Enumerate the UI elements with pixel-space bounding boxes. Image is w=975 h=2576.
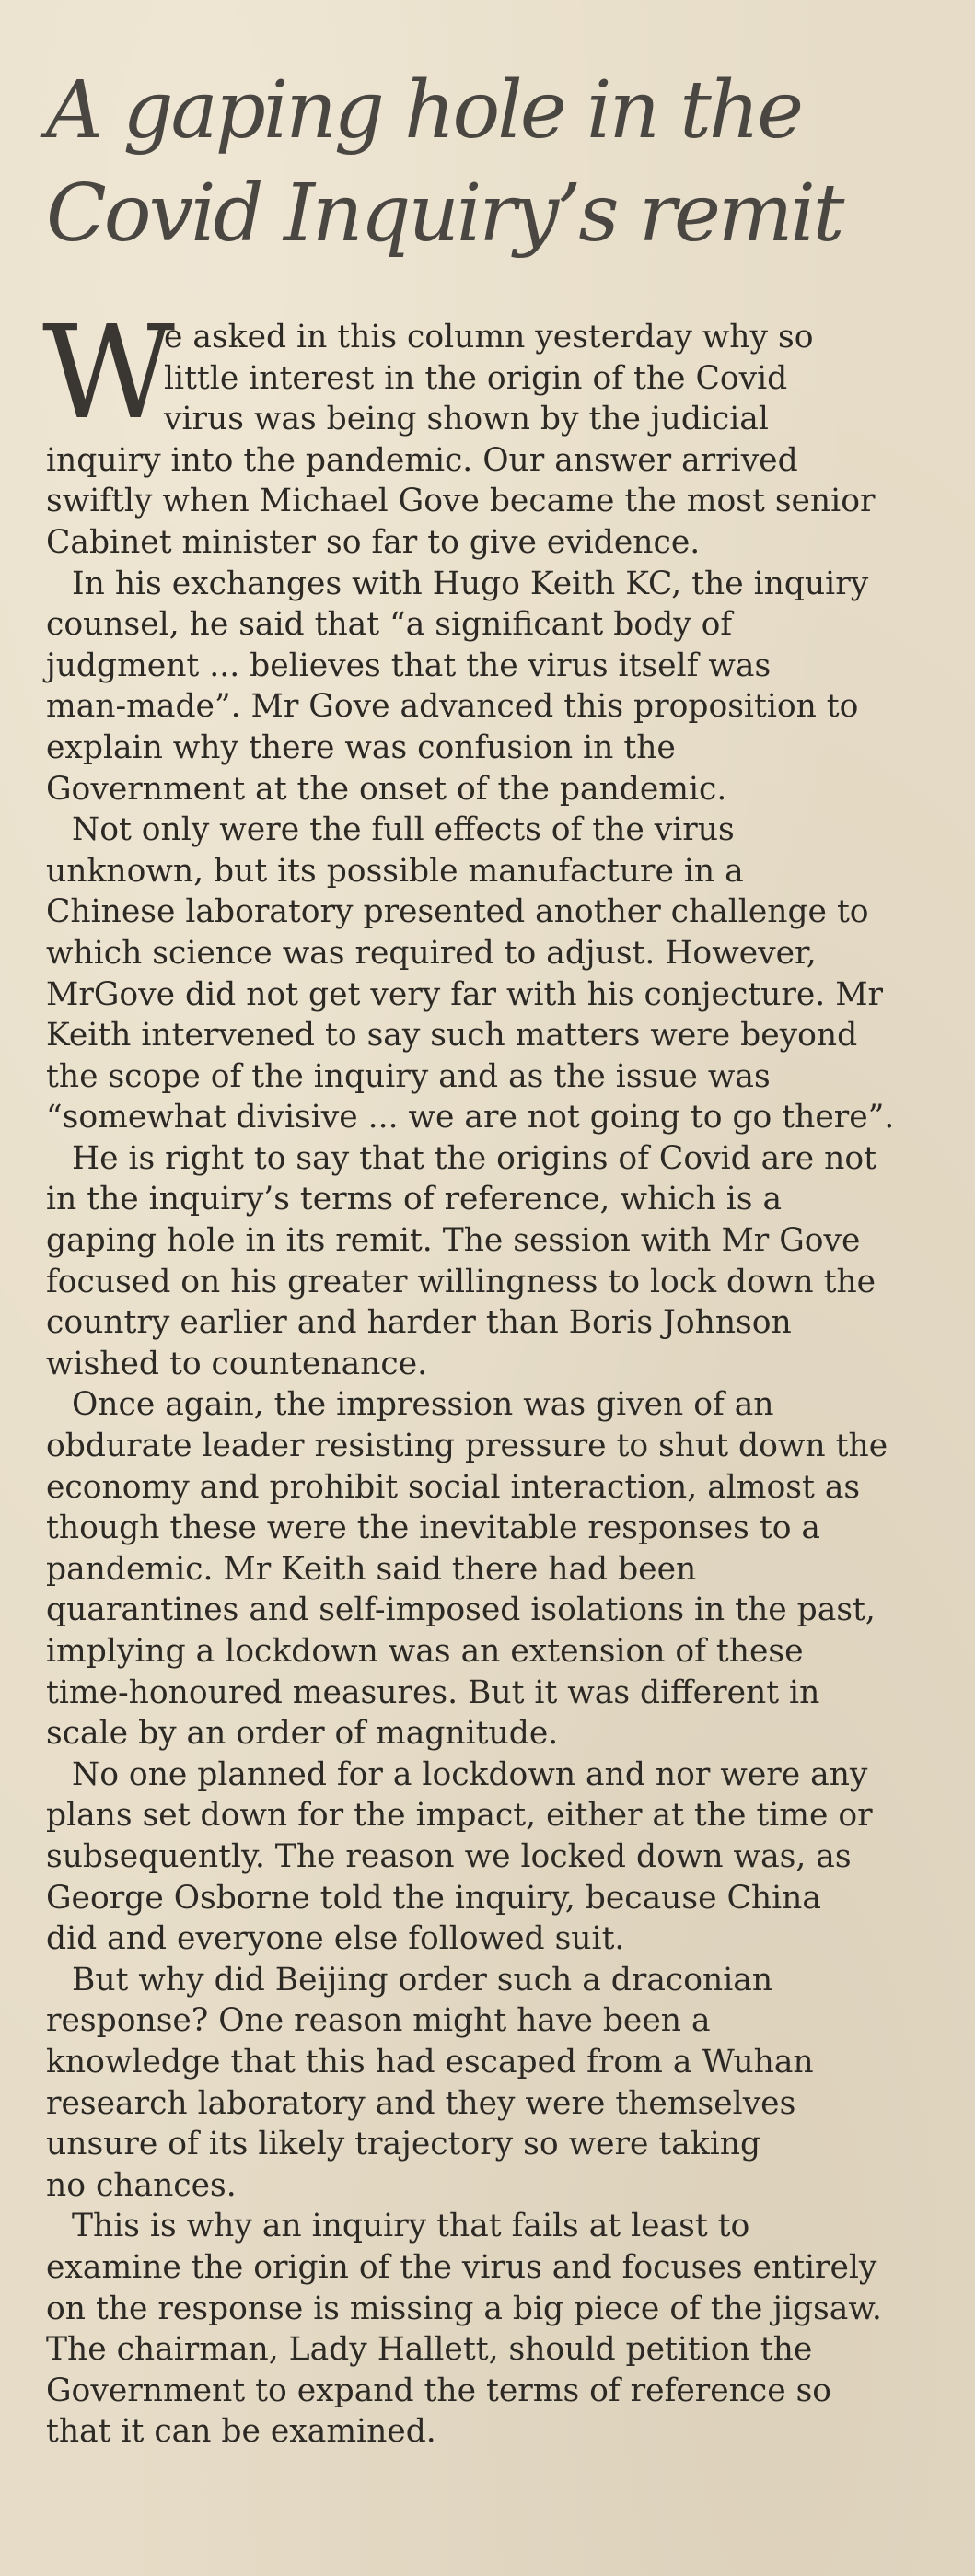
article-line: inquiry into the pandemic. Our answer arrived — [46, 441, 798, 479]
article-line: counsel, he said that “a significant body of — [46, 606, 733, 644]
article-line: economy and prohibit social interaction, almost as — [46, 1468, 861, 1506]
headline-line-2: Covid Inquiry’s remit — [46, 168, 842, 260]
article-line: little interest in the origin of the Covid — [164, 359, 788, 397]
article-line: quarantines and self-imposed isolations in the past, — [46, 1591, 876, 1629]
article-line: pandemic. Mr Keith said there had been — [46, 1550, 697, 1588]
article-line: No one planned for a lockdown and nor were any — [72, 1755, 868, 1793]
article-line: plans set down for the impact, either at the time or — [46, 1797, 873, 1835]
article-line: focused on his greater willingness to lock down the — [46, 1263, 876, 1300]
headline — [46, 59, 934, 265]
article-line: judgment ... believes that the virus itself was — [46, 647, 772, 684]
article-line: examine the origin of the virus and focuses entirely — [46, 2248, 877, 2286]
article-line: Chinese laboratory presented another challenge to — [46, 893, 869, 931]
paragraph-8 — [46, 2206, 934, 2453]
article-line: on the response is missing a big piece of the jigsaw. — [46, 2290, 882, 2327]
article-line: Once again, the impression was given of an — [72, 1386, 774, 1424]
article-line: scale by an order of magnitude. — [46, 1715, 559, 1753]
article-line: MrGove did not get very far with his conjecture. Mr — [46, 975, 884, 1013]
article-line: Government to expand the terms of reference so — [46, 2372, 832, 2409]
article-line: implying a lockdown was an extension of these — [46, 1633, 804, 1670]
article-line: research laboratory and they were themselves — [46, 2084, 796, 2122]
paragraph-4 — [46, 1138, 934, 1385]
paragraph-6 — [46, 1754, 934, 1960]
drop-cap: W — [42, 298, 175, 449]
article-line: e asked in this column yesterday why so — [164, 319, 814, 356]
article-line: response? One reason might have been a — [46, 2002, 711, 2040]
article-line: “somewhat divisive ... we are not going to go there”. — [46, 1099, 895, 1136]
article-line: though these were the inevitable responses to a — [46, 1509, 821, 1547]
article-line: explain why there was confusion in the — [46, 729, 676, 766]
article-line: which science was required to adjust. However, — [46, 934, 817, 972]
article-line: country earlier and harder than Boris Johnson — [46, 1304, 792, 1342]
article-line: In his exchanges with Hugo Keith KC, the inquiry — [72, 565, 869, 602]
article-line: knowledge that this had escaped from a Wuhan — [46, 2043, 814, 2081]
article-line: Cabinet minister so far to give evidence. — [46, 523, 701, 561]
paragraph-1 — [42, 298, 934, 564]
article-line: Not only were the full effects of the virus — [72, 811, 735, 849]
article-line: unknown, but its possible manufacture in a — [46, 852, 744, 890]
article-line: no chances. — [46, 2166, 237, 2204]
paragraph-2 — [46, 564, 934, 810]
article-line: that it can be examined. — [46, 2413, 436, 2451]
article-line: swiftly when Michael Gove became the most senior — [46, 483, 876, 520]
article-body — [42, 298, 934, 2453]
article-line: The chairman, Lady Hallett, should petition the — [46, 2331, 813, 2369]
article-line: man-made”. Mr Gove advanced this proposition to — [46, 688, 859, 726]
article-line: Keith intervened to say such matters were beyond — [46, 1017, 858, 1055]
article-line: obdurate leader resisting pressure to shut down the — [46, 1428, 888, 1465]
headline-line-1: A gaping hole in the — [46, 64, 802, 157]
article-line: This is why an inquiry that fails at least to — [72, 2208, 750, 2245]
article-line: George Osborne told the inquiry, because China — [46, 1879, 821, 1917]
article-line: wished to countenance. — [46, 1345, 428, 1382]
paragraph-7 — [46, 1960, 934, 2207]
article-line: in the inquiry’s terms of reference, which is a — [46, 1181, 783, 1218]
article-line: virus was being shown by the judicial — [164, 401, 769, 438]
article-line: time-honoured measures. But it was different in — [46, 1673, 820, 1711]
paragraph-5 — [46, 1384, 934, 1754]
article-line: the scope of the inquiry and as the issue was — [46, 1057, 771, 1095]
article-line: unsure of its likely trajectory so were taking — [46, 2126, 761, 2163]
article-line: He is right to say that the origins of Covid are not — [72, 1139, 876, 1177]
paragraph-3 — [46, 810, 934, 1138]
article-line: did and everyone else followed suit. — [46, 1920, 625, 1958]
article-line: subsequently. The reason we locked down was, as — [46, 1837, 852, 1875]
article-line: Government at the onset of the pandemic. — [46, 770, 727, 808]
article-line: gaping hole in its remit. The session with Mr Gove — [46, 1222, 861, 1260]
article-line: But why did Beijing order such a draconian — [72, 1961, 773, 1999]
